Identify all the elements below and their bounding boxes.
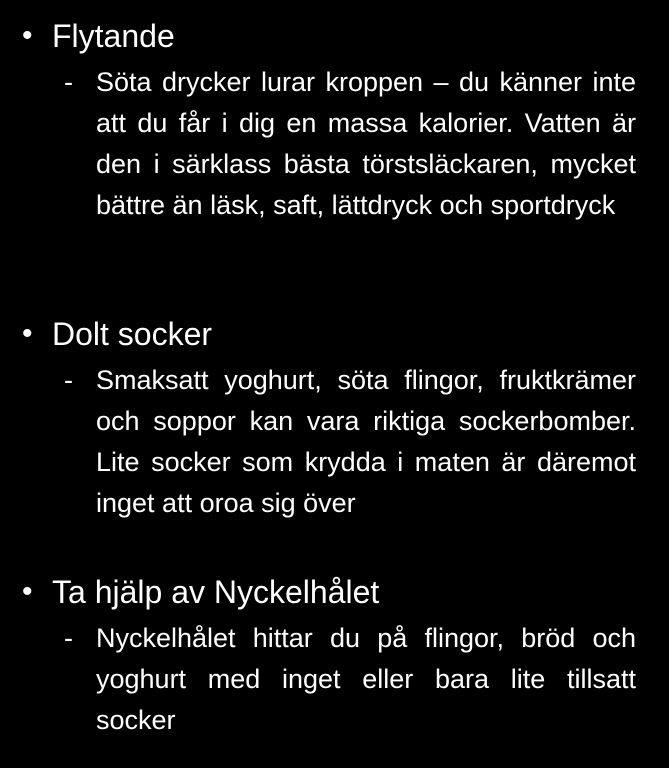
sub-bullet-text: Söta drycker lurar kroppen – du känner inte att du får i dig en massa kalorier. Vatten är den i särklass bästa törstsläckaren, mycket bättre än läsk, saft, lättdryck och sportdryck xyxy=(96,67,636,220)
sub-bullet-text: Nyckelhålet hittar du på flingor, bröd och yoghurt med inget eller bara lite tillsatt socker xyxy=(96,623,636,735)
sub-bullet-row xyxy=(0,360,669,524)
bullet-section-keyhole xyxy=(0,570,669,741)
bullet-heading-row xyxy=(0,570,669,614)
sub-bullet-row xyxy=(0,618,669,741)
bullet-heading: Dolt socker xyxy=(52,316,213,352)
dash-icon: - xyxy=(64,623,73,653)
bullet-heading-row xyxy=(0,14,669,58)
bullet-icon: • xyxy=(22,317,33,350)
dash-icon: - xyxy=(64,67,73,97)
sub-bullet-text: Smaksatt yoghurt, söta flingor, fruktkrämer och soppor kan vara riktiga sockerbomber. Lite socker som krydda i maten är däremot inget att oroa sig över xyxy=(96,365,636,518)
bullet-icon: • xyxy=(22,19,33,52)
bullet-heading: Ta hjälp av Nyckelhålet xyxy=(52,574,380,610)
bullet-icon: • xyxy=(22,575,33,608)
sub-bullet-row xyxy=(0,62,669,226)
bullet-heading: Flytande xyxy=(52,18,175,54)
bullet-section-hidden-sugar xyxy=(0,312,669,524)
bullet-heading-row xyxy=(0,312,669,356)
bullet-section-liquids xyxy=(0,14,669,226)
dash-icon: - xyxy=(64,365,73,395)
